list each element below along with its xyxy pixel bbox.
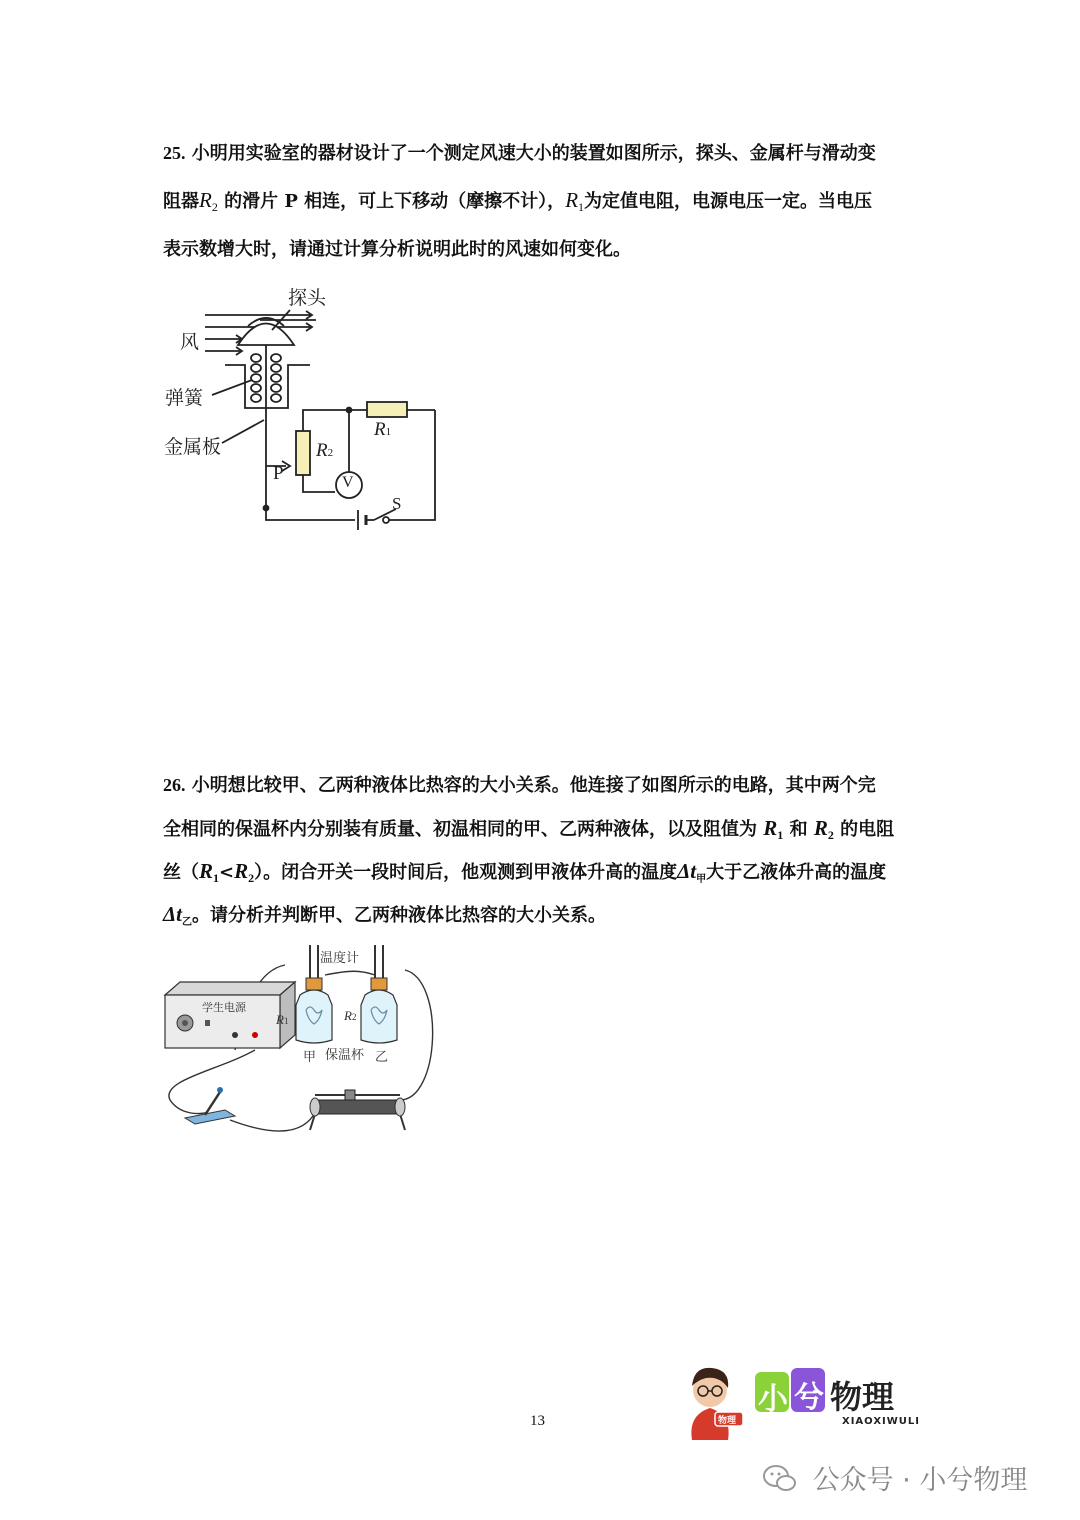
junction-dot xyxy=(264,506,269,511)
switch-contact xyxy=(383,517,389,523)
q25-figure xyxy=(160,280,460,540)
spring-pointer xyxy=(212,380,252,395)
r1-label: R1 xyxy=(374,419,392,440)
rheostat-icon xyxy=(310,1090,405,1130)
thermometer-label: 温度计 xyxy=(320,951,360,966)
yi-label: 乙 xyxy=(375,1050,389,1065)
q25-line-1 xyxy=(163,141,923,166)
probe-label: 探头 xyxy=(288,287,327,309)
plate-pointer xyxy=(222,420,264,443)
watermark-text: 公众号 · 小兮物理 xyxy=(812,1465,1028,1496)
voltmeter-label: V xyxy=(342,474,354,491)
switch-label: S xyxy=(392,494,402,513)
q25-text-3: 表示数增大时，请通过计算分析说明此时的风速如何变化。 xyxy=(163,239,631,260)
q26-figure xyxy=(160,940,460,1140)
slider-p-label: P xyxy=(273,463,284,484)
logo-pinyin: XIAOXIWULI xyxy=(842,1416,920,1427)
page-number: 13 xyxy=(530,1413,545,1429)
r2-label: R2 xyxy=(344,1008,357,1023)
q26-line-2: 全相同的保温杯内分别装有质量、初温相同的甲、乙两种液体，以及阻值为 $R_1$ 和 $R_2$ 的电阻 xyxy=(163,816,895,842)
q25-text-1: 小明用实验室的器材设计了一个测定风速大小的装置如图所示，探头、金属杆与滑动变 xyxy=(191,143,876,164)
q26-number: 26. xyxy=(163,775,186,795)
logo-hao: 兮 xyxy=(794,1380,824,1415)
wind-speed-circuit-diagram xyxy=(160,280,460,540)
logo-wuli: 物理 xyxy=(830,1378,895,1416)
q25-number: 25. xyxy=(163,143,186,163)
q25-line-3 xyxy=(163,238,923,262)
q25-var-r2: $R_2$ xyxy=(199,188,218,214)
metal-plate-label: 金属板 xyxy=(164,436,222,458)
q25-var-r1: $R_1$ xyxy=(565,188,585,214)
q25-line-2: 阻器$R_2$ 的滑片 P 相连，可上下移动（摩擦不计），$R_1$为定值电阻，电源电压一定。当电压 xyxy=(163,188,873,214)
cup-label: 保温杯 xyxy=(325,1048,365,1063)
wire-cup2-rheostat xyxy=(400,970,433,1100)
watermark xyxy=(762,1458,1027,1497)
r1-label: R1 xyxy=(276,1012,289,1027)
wire-to-voltmeter xyxy=(303,475,335,492)
container xyxy=(225,365,310,408)
r2-resistor xyxy=(296,431,310,475)
wechat-icon xyxy=(762,1463,798,1493)
insulated-cup-yi xyxy=(361,945,397,1043)
logo-badge: 物理 xyxy=(718,1416,737,1426)
logo-xiao: 小 xyxy=(758,1382,788,1417)
spring-label: 弹簧 xyxy=(165,387,204,409)
q26-line-4: $\Delta t_乙$。请分析并判断甲、乙两种液体比热容的大小关系。 xyxy=(163,902,607,928)
wire-bottom xyxy=(266,508,355,520)
brand-logo xyxy=(680,1360,940,1445)
jia-label: 甲 xyxy=(303,1050,317,1065)
r2-label: R2 xyxy=(316,440,334,461)
avatar-icon xyxy=(691,1368,743,1440)
q26-line-3: 丝$(R_1<R_2)$。闭合开关一段时间后，他观测到甲液体升高的温度$\Delta t_甲$大于乙液体升高的温度 xyxy=(163,859,887,885)
knife-switch-icon xyxy=(185,1087,235,1124)
wind-label: 风 xyxy=(180,331,200,353)
r1-resistor xyxy=(367,402,407,417)
q26-line-1 xyxy=(163,773,923,798)
junction-dot xyxy=(347,408,352,413)
wire-cup1-cup2 xyxy=(325,971,375,975)
heating-circuit-diagram xyxy=(160,940,460,1140)
power-supply-label: 学生电源 xyxy=(202,1001,246,1014)
q26-text-1: 小明想比较甲、乙两种液体比热容的大小关系。他连接了如图所示的电路，其中两个完 xyxy=(191,775,876,796)
wire-switch-rheostat xyxy=(230,1100,320,1131)
